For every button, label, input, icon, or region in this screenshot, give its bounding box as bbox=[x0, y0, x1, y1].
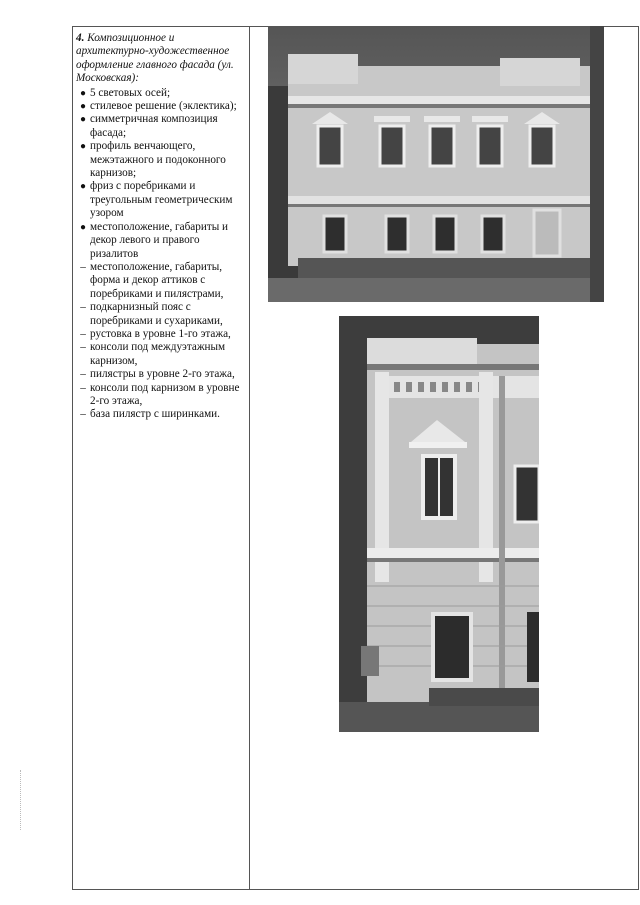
bullet-icon bbox=[77, 180, 89, 193]
dash-icon bbox=[77, 382, 89, 395]
feature-item bbox=[76, 87, 246, 100]
section-number: 4. bbox=[76, 32, 85, 44]
feature-item bbox=[76, 100, 246, 113]
feature-item-text: местоположение, габариты и декор левого и правого ризалитов bbox=[90, 220, 229, 260]
feature-item bbox=[76, 261, 246, 301]
feature-item-text: стилевое решение (эклектика); bbox=[90, 100, 237, 113]
feature-item bbox=[76, 328, 246, 341]
bullet-icon bbox=[77, 140, 89, 153]
feature-item-text: пилястры в уровне 2-го этажа, bbox=[90, 368, 235, 381]
feature-item bbox=[76, 341, 246, 368]
feature-item bbox=[76, 301, 246, 328]
feature-item bbox=[76, 368, 246, 381]
feature-item bbox=[76, 408, 246, 421]
facade-risalit-drawing bbox=[339, 316, 539, 732]
dash-icon bbox=[77, 261, 89, 274]
scan-margin-dots bbox=[20, 770, 23, 830]
dash-icon bbox=[77, 341, 89, 354]
feature-item bbox=[76, 382, 246, 409]
feature-item bbox=[76, 180, 246, 220]
description-column bbox=[76, 32, 246, 422]
column-divider bbox=[249, 26, 250, 890]
feature-item-text: консоли под карнизом в уровне 2-го этажа, bbox=[90, 381, 240, 407]
feature-item-text: фриз с поребриками и треугольным геометрическим узором bbox=[90, 180, 233, 220]
dash-icon bbox=[77, 408, 89, 421]
bullet-icon bbox=[77, 100, 89, 113]
feature-item bbox=[76, 113, 246, 140]
section-heading bbox=[76, 32, 246, 86]
facade-front-drawing bbox=[268, 26, 604, 302]
feature-item-text: подкарнизный пояс с поребриками и сухариками, bbox=[90, 301, 223, 327]
feature-item-text: консоли под междуэтажным карнизом, bbox=[90, 341, 226, 367]
facade-risalit-photo bbox=[339, 316, 539, 732]
feature-item-text: база пилястр с ширинками. bbox=[90, 408, 220, 421]
dash-icon bbox=[77, 328, 89, 341]
feature-list bbox=[76, 87, 246, 422]
dash-icon bbox=[77, 301, 89, 314]
feature-item-text: рустовка в уровне 1-го этажа, bbox=[90, 327, 231, 340]
dash-icon bbox=[77, 368, 89, 381]
bullet-icon bbox=[77, 87, 89, 100]
feature-item bbox=[76, 221, 246, 261]
feature-item-text: профиль венчающего, межэтажного и подоконного карнизов; bbox=[90, 140, 226, 180]
bullet-icon bbox=[77, 113, 89, 126]
feature-item-text: местоположение, габариты, форма и декор аттиков с поребриками и пилястрами, bbox=[90, 260, 224, 300]
feature-item-text: симметричная композиция фасада; bbox=[90, 113, 218, 139]
bullet-icon bbox=[77, 221, 89, 234]
facade-front-photo bbox=[268, 26, 604, 302]
section-title: Композиционное и архитектурно-художественное оформление главного фасада (ул. Московская): bbox=[76, 32, 234, 85]
feature-item-text: 5 световых осей; bbox=[90, 86, 171, 99]
feature-item bbox=[76, 140, 246, 180]
